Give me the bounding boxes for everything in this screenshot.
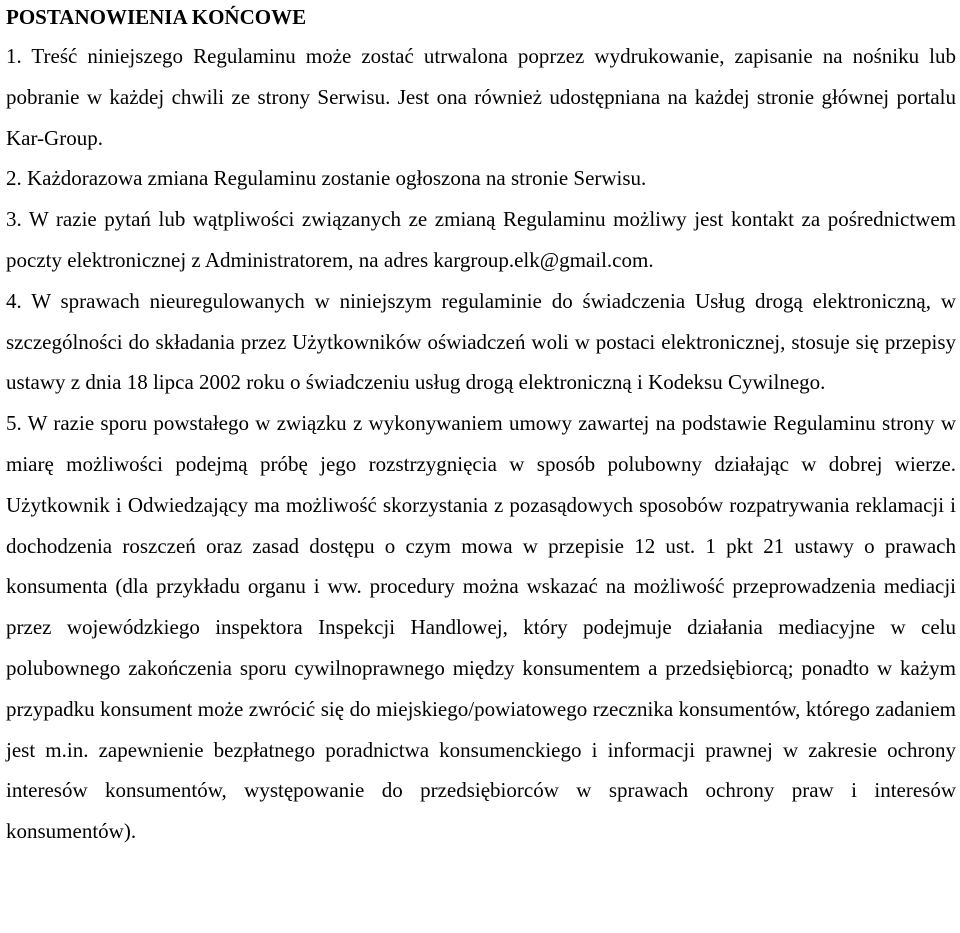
paragraph-4: 4. W sprawach nieuregulowanych w niniejszym regulaminie do świadczenia Usług drogą elektroniczną, w szczególności do składania przez Użytkowników oświadczeń woli w postaci elektronicznej, stosuje się przepisy ustawy z dnia 18 lipca 2002 roku o świadczeniu usług drogą elektroniczną i Kodeksu Cywilnego. [6, 288, 956, 395]
document-page [6, 0, 956, 852]
section-title: POSTANOWIENIA KOŃCOWE [6, 5, 307, 29]
paragraph-3: 3. W razie pytań lub wątpliwości związanych ze zmianą Regulaminu możliwy jest kontakt za pośrednictwem poczty elektronicznej z Administratorem, na adres kargroup.elk@gmail.com. [6, 207, 956, 272]
paragraph-1: 1. Treść niniejszego Regulaminu może zostać utrwalona poprzez wydrukowanie, zapisanie na nośniku lub pobranie w każdej chwili ze strony Serwisu. Jest ona również udostępniana na każdej stronie głównej portalu Kar-Group. [6, 44, 956, 150]
paragraph-2: 2. Każdorazowa zmiana Regulaminu zostanie ogłoszona na stronie Serwisu. [6, 166, 647, 191]
paragraph-5: 5. W razie sporu powstałego w związku z wykonywaniem umowy zawartej na podstawie Regulaminu strony w miarę możliwości podejmą próbę jego rozstrzygnięcia w sposób polubowny działając w dobrej wierze. Użytkownik i Odwiedzający ma możliwość skorzystania z pozasądowych sposobów rozpatrywania reklamacji i dochodzenia roszczeń oraz zasad dostępu o czym mowa w przepisie 12 ust. 1 pkt 21 ustawy o prawach konsumenta (dla przykładu organu i ww. procedury można wskazać na możliwość przeprowadzenia mediacji przez wojewódzkiego inspektora Inspekcji Handlowej, który podejmuje działania mediacyjne w celu polubownego zakończenia sporu cywilnoprawnego między konsumentem a przedsiębiorcą; ponadto w każym przypadku konsument może zwrócić się do miejskiego/powiatowego rzecznika konsumentów, którego zadaniem jest m.in. zapewnienie bezpłatnego poradnictwa konsumenckiego i informacji prawnej w zakresie ochrony interesów konsumentów, występowanie do przedsiębiorców w sprawach ochrony praw i interesów konsumentów). [6, 411, 956, 844]
